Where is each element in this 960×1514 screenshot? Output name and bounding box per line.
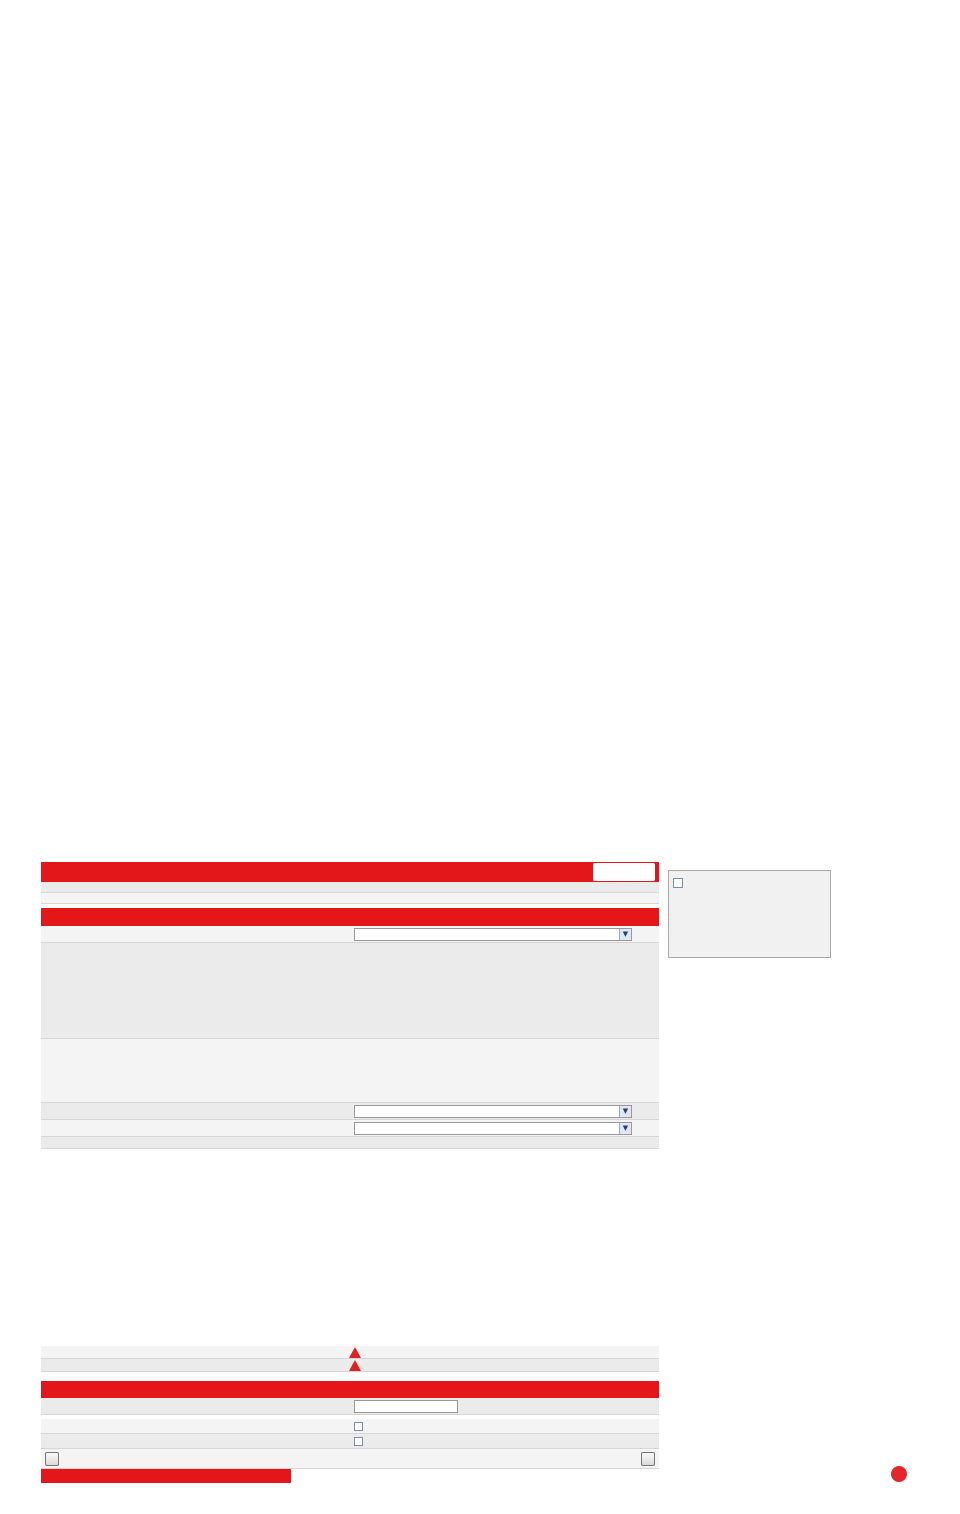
gait-row [41,1120,659,1137]
mark-complete-row [41,1419,659,1434]
sensory-row [41,1039,659,1103]
chevron-down-icon: ▼ [619,1106,631,1117]
delete-button[interactable] [45,1452,59,1466]
form-screenshot-main [41,860,659,1149]
button-row [41,1449,659,1469]
instructions [34,48,960,168]
warning-triangle-icon [349,1347,361,1358]
medication-row [41,943,659,1039]
next-assessment-header [41,1381,659,1398]
next-date-input[interactable] [354,1400,458,1413]
risk-pressure-row [41,1346,659,1359]
downton-section-header [41,908,659,926]
item-19 [34,120,960,144]
chevron-down-icon: ▼ [619,929,631,940]
mark-complete-checkbox[interactable] [354,1422,363,1431]
logo-dot-icon [891,1466,907,1482]
save-button[interactable] [641,1452,655,1466]
dfri-row [41,1137,659,1149]
fall-history-select[interactable] [354,928,632,941]
cognitive-select[interactable] [354,1105,632,1118]
next-date-row [41,1398,659,1415]
cognitive-row [41,1103,659,1120]
new-action-row [41,1434,659,1449]
help-checkbox-icon [673,878,683,888]
saved-by-bar [41,1469,291,1483]
risk-fall-row [41,1359,659,1372]
mna-score-row [41,893,659,904]
gait-select[interactable] [354,1122,632,1135]
warning-triangle-icon [349,1360,361,1371]
nestle-logo [593,863,655,881]
mna-section-header [41,862,659,882]
fall-history-row [41,926,659,943]
item-17 [34,72,960,96]
help-callout [668,870,831,958]
bmi-row [41,882,659,893]
chevron-down-icon: ▼ [619,1123,631,1134]
form-screenshot-bottom [41,1346,659,1483]
new-action-checkbox[interactable] [354,1437,363,1446]
